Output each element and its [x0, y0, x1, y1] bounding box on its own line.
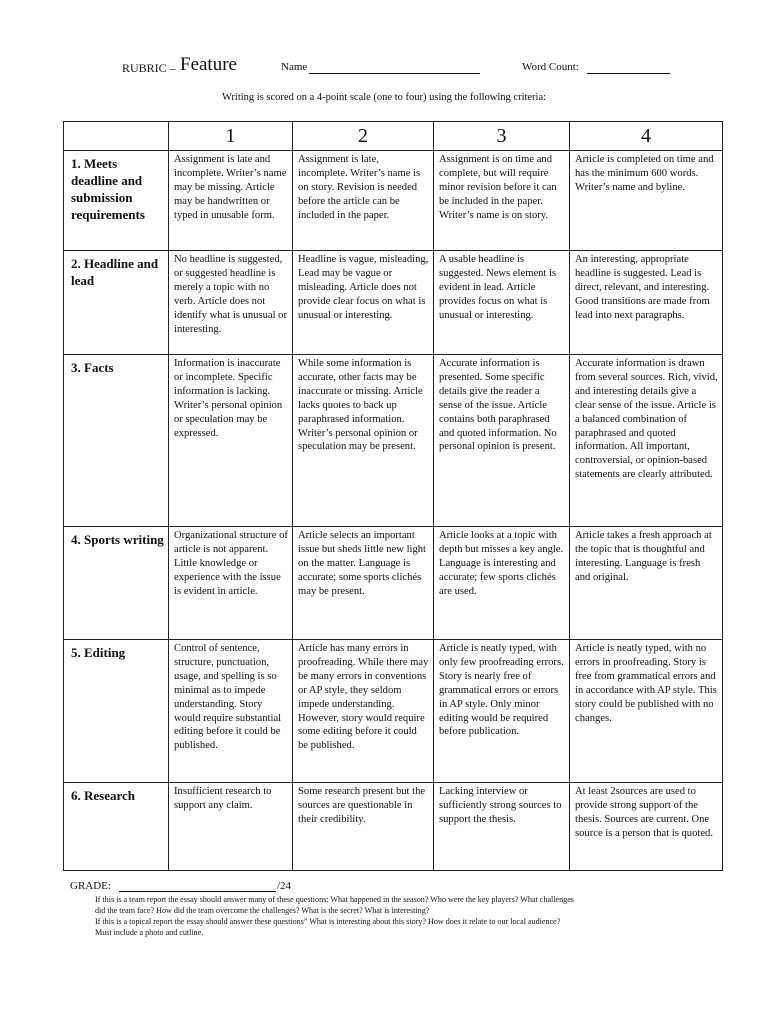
- note-line: did the team face? How did the team overcome the challenges? What is the secret? What is interesting?: [95, 906, 430, 915]
- descriptor-cell: Organizational structure of article is not apparent. Little knowledge or experience with the issue is evident in article.: [169, 527, 293, 640]
- criterion-label: 2. Headline and lead: [64, 251, 169, 355]
- descriptor-cell: Article selects an important issue but sheds little new light on the matter. Language is accurate; some sports clichés may be present.: [293, 527, 434, 640]
- header: [0, 56, 768, 80]
- table-row: [64, 783, 723, 871]
- grade-label: GRADE:: [70, 880, 111, 892]
- note-line: If this is a topical report the essay should answer these questions” What is interesting about this story? How does it relate to our local audience?: [95, 917, 561, 926]
- criterion-label: 1. Meets deadline and submission requirements: [64, 151, 169, 251]
- table-row: [64, 527, 723, 640]
- descriptor-cell: A usable headline is suggested. News element is evident in lead. Article provides focus on what is unusual or interesting.: [434, 251, 570, 355]
- table-row: [64, 640, 723, 783]
- descriptor-cell: Headline is vague, misleading, Lead may be vague or misleading. Article does not provide clear focus on what is unusual or interesting.: [293, 251, 434, 355]
- descriptor-cell: Assignment is late and incomplete. Writer’s name may be missing. Article may be handwritten or typed in unusable form.: [169, 151, 293, 251]
- name-label: Name: [281, 61, 308, 73]
- criterion-label: 3. Facts: [64, 355, 169, 527]
- word-count-label: Word Count:: [522, 61, 579, 73]
- grade-total: /24: [277, 880, 292, 892]
- descriptor-cell: Article has many errors in proofreading. While there may be many errors in conventions or AP style, they seldom impede understanding. However, story would require some editing before it could be published.: [293, 640, 434, 783]
- score-heading: 1: [169, 122, 293, 151]
- descriptor-cell: Insufficient research to support any claim.: [169, 783, 293, 871]
- descriptor-cell: Some research present but the sources are questionable in their credibility.: [293, 783, 434, 871]
- table-row: [64, 151, 723, 251]
- word-count-blank: [587, 73, 670, 74]
- criterion-label: 5. Editing: [64, 640, 169, 783]
- corner-cell: [64, 122, 169, 151]
- instructions-notes: [95, 894, 715, 938]
- scoring-intro: Writing is scored on a 4-point scale (one to four) using the following criteria:: [221, 92, 547, 103]
- descriptor-cell: Article is neatly typed, with only few proofreading errors. Story is nearly free of grammatical errors or errors in AP style. Only minor editing would be required before publication.: [434, 640, 570, 783]
- descriptor-cell: Article takes a fresh approach at the topic that is thoughtful and interesting. Language is fresh and original.: [570, 527, 723, 640]
- descriptor-cell: Article is completed on time and has the minimum 600 words. Writer’s name and byline.: [570, 151, 723, 251]
- score-header-row: [64, 122, 723, 151]
- rubric-table: [63, 121, 723, 871]
- criterion-label: 4. Sports writing: [64, 527, 169, 640]
- descriptor-cell: Control of sentence, structure, punctuation, usage, and spelling is so minimal as to impede understanding. Story would require substantial editing before it could be published.: [169, 640, 293, 783]
- note-line: Must include a photo and cutline.: [95, 928, 204, 937]
- grade-blank: [119, 891, 276, 892]
- score-heading: 4: [570, 122, 723, 151]
- score-heading: 2: [293, 122, 434, 151]
- descriptor-cell: Article looks at a topic with depth but misses a key angle. Language is interesting and accurate; few sports clichés are used.: [434, 527, 570, 640]
- feature-title: Feature: [180, 54, 237, 75]
- descriptor-cell: At least 2sources are used to provide strong support of the thesis. Sources are current. One source is a person that is quoted.: [570, 783, 723, 871]
- score-heading: 3: [434, 122, 570, 151]
- descriptor-cell: Assignment is on time and complete, but will require minor revision before it can be included in the paper. Writer’s name is on story.: [434, 151, 570, 251]
- note-line: If this is a team report the essay should answer many of these questions: What happened in the season? Who were the key players? What challenges: [95, 895, 574, 904]
- descriptor-cell: An interesting, appropriate headline is suggested. Lead is direct, relevant, and interesting. Good transitions are made from lead into next paragraphs.: [570, 251, 723, 355]
- descriptor-cell: While some information is accurate, other facts may be inaccurate or missing. Article lacks quotes to back up paraphrased information. Writer’s personal opinion or speculation may be present.: [293, 355, 434, 527]
- table-row: [64, 355, 723, 527]
- descriptor-cell: No headline is suggested, or suggested headline is merely a topic with no verb. Article does not identify what is unusual or interesting.: [169, 251, 293, 355]
- descriptor-cell: Information is inaccurate or incomplete. Specific information is lacking. Writer’s personal opinion or speculation may be expressed.: [169, 355, 293, 527]
- descriptor-cell: Assignment is late, incomplete. Writer’s name is on story. Revision is needed before the article can be included in the paper.: [293, 151, 434, 251]
- descriptor-cell: Lacking interview or sufficiently strong sources to support the thesis.: [434, 783, 570, 871]
- descriptor-cell: Article is neatly typed, with no errors in proofreading. Story is free from grammatical errors and in accordance with AP style. This story could be published with no changes.: [570, 640, 723, 783]
- criterion-label: 6. Research: [64, 783, 169, 871]
- rubric-label: RUBRIC –: [122, 61, 176, 75]
- table-row: [64, 251, 723, 355]
- descriptor-cell: Accurate information is presented. Some specific details give the reader a sense of the issue. Article contains both paraphrased and quoted information. No personal opinion is present.: [434, 355, 570, 527]
- name-blank: [309, 73, 480, 74]
- descriptor-cell: Accurate information is drawn from several sources. Rich, vivid, and interesting details give a clear sense of the issue. Article is a balanced combination of paraphrased and quoted information. All important, controversial, or opinion-based statements are clearly attributed.: [570, 355, 723, 527]
